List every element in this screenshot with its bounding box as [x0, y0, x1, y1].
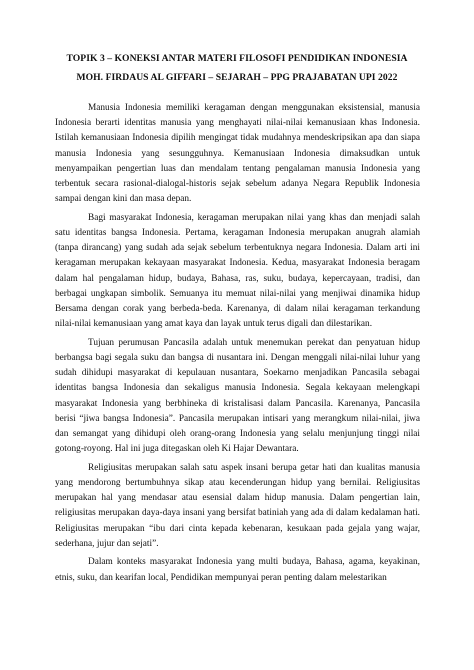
- paragraph-religiusitas: Religiusitas merupakan salah satu aspek insani berupa getar hati dan kualitas manusia yang mendorong bertumbuhnya sikap atau kecenderungan hidup yang bernilai. Religiusitas merupakan hal yang mendasar atau esensial dalam hidup manusia. Dalam pengertian lain, religiusitas merupakan daya-daya insani yang bersifat batiniah yang ada di dalam kedalaman hati. Religiusitas merupakan “ibu dari cinta kepada kebenaran, kesukaan pada gejala yang wajar, sederhana, jujur dan sejati”.: [55, 462, 420, 549]
- paragraph-keragaman: Bagi masyarakat Indonesia, keragaman merupakan nilai yang khas dan menjadi salah satu identitas bangsa Indonesia. Pertama, keragaman Indonesia merupakan anugrah alamiah (tanpa dirancang) yang sudah ada sejak sebelum terbentuknya negara Indonesia. Dalam arti ini keragaman merupakan kekayaan masyarakat Indonesia. Kedua, masyarakat Indonesia beragam dalam hal pengalaman hidup, budaya, Bahasa, ras, suku, budaya, kepercayaan, tradisi, dan berbagai ungkapan simbolik. Semuanya itu memuat nilai-nilai yang menjiwai dinamika hidup Bersama dengan corak yang berbeda-beda. Karenanya, di dalam nilai keragaman terkandung nilai-nilai kemanusiaan yang amat kaya dan layak untuk terus digali dan dilestarikan.: [55, 212, 420, 330]
- paragraph-pancasila: Tujuan perumusan Pancasila adalah untuk menemukan perekat dan penyatuan hidup berbangsa bagi segala suku dan bangsa di nusantara ini. Dengan menggali nilai-nilai luhur yang sudah dihidupi masyarakat di kepulauan nusantara, Soekarno menjadikan Pancasila sebagai identitas bangsa Indonesia dan sekaligus manusia Indonesia. Segala kekayaan melengkapi masyarakat Indonesia yang berbhineka di kristalisasi dalam Pancasila. Karenanya, Pancasila berisi “jiwa bangsa Indonesia”. Pancasila merupakan intisari yang merangkum nilai-nilai, jiwa dan semangat yang dihidupi oleh orang-orang Indonesia yang selalu menjunjung tinggi nilai gotong-royong. Hal ini juga ditegaskan oleh Ki Hajar Dewantara.: [55, 337, 420, 455]
- document-title: TOPIK 3 – KONEKSI ANTAR MATERI FILOSOFI PENDIDIKAN INDONESIA: [66, 53, 408, 64]
- paragraph-konteks: Dalam konteks masyarakat Indonesia yang multi budaya, Bahasa, agama, keyakinan, etnis, suku, dan kearifan local, Pendidikan mempunyai peran penting dalam melestarikan: [55, 557, 420, 583]
- document-body: [55, 101, 420, 589]
- paragraph-kemanusiaan: Manusia Indonesia memiliki keragaman dengan menggunakan eksistensial, manusia Indonesia berarti identitas manusia yang menghayati nilai-nilai kemanusiaan khas Indonesia. Istilah kemanusiaan Indonesia dipilih mengingat tidak mudahnya mendeskripsikan apa dan siapa manusia Indonesia yang sesungguhnya. Kemanusiaan Indonesia dimaksudkan untuk menyampaikan pengertian luas dan mendalam tentang pengalaman manusia Indonesia yang terbentuk secara rasional-dialogal-historis sejak sebelum adanya Negara Republik Indonesia sampai dengan kini dan masa depan.: [55, 103, 420, 205]
- document-subtitle: MOH. FIRDAUS AL GIFFARI – SEJARAH – PPG PRAJABATAN UPI 2022: [76, 72, 398, 83]
